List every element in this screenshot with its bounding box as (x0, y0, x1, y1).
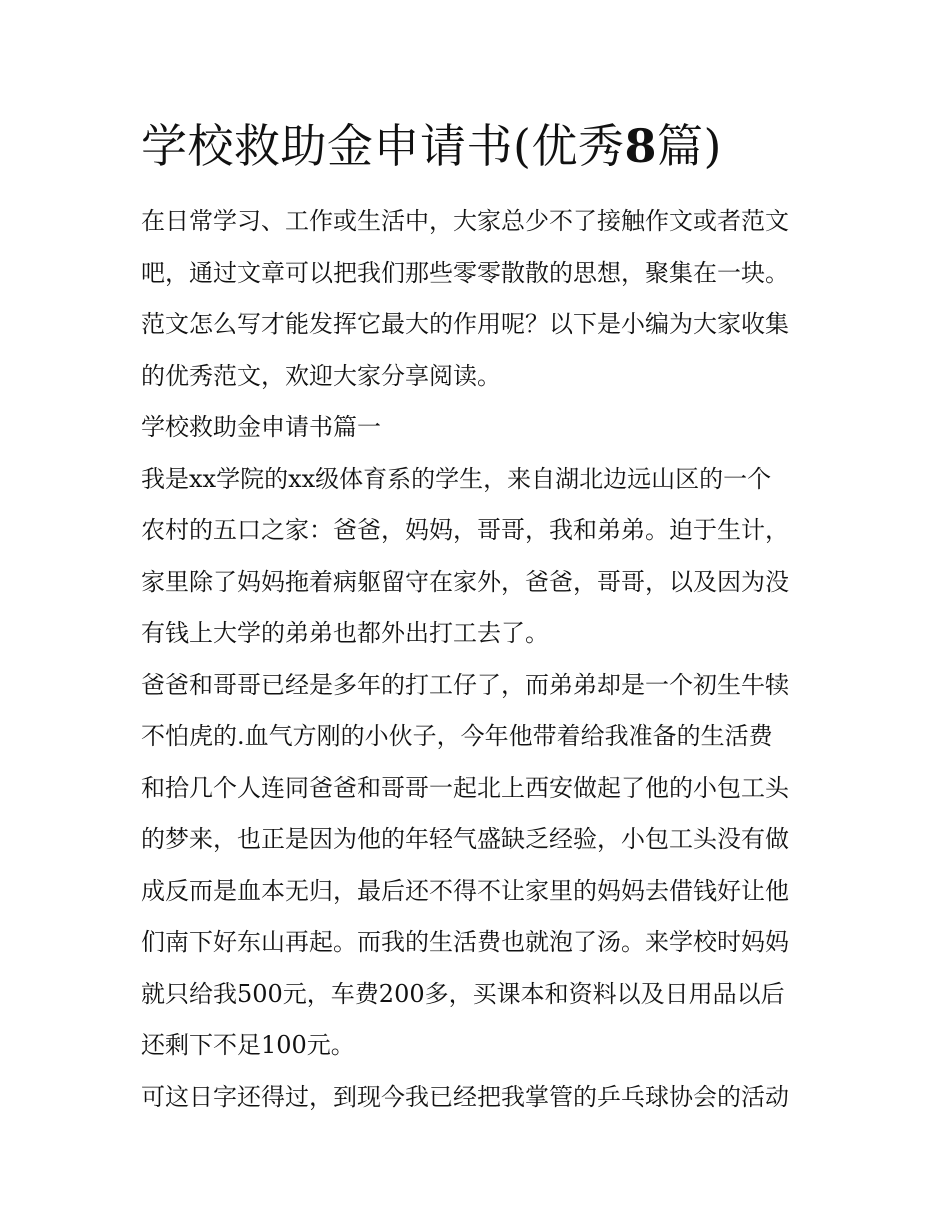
body-line: 的梦来，也正是因为他的年轻气盛缺乏经验，小包工头没有做 (141, 825, 789, 853)
body-line: 范文怎么写才能发挥它最大的作用呢？以下是小编为大家收集 (141, 310, 789, 338)
body-line: 我是xx学院的xx级体育系的学生，来自湖北边远山区的一个 (141, 464, 772, 493)
body-line: 家里除了妈妈拖着病躯留守在家外，爸爸，哥哥，以及因为没 (141, 567, 789, 596)
document-body (141, 196, 831, 1123)
body-line: 不怕虎的.血气方刚的小伙子，今年他带着给我准备的生活费 (141, 722, 773, 750)
body-line: 还剩下不足100元。 (141, 1031, 355, 1059)
body-line: 和拾几个人连同爸爸和哥哥一起北上西安做起了他的小包工头 (141, 773, 789, 802)
body-line: 就只给我500元，车费200多，买课本和资料以及日用品以后 (141, 979, 785, 1008)
section-heading: 学校救助金申请书篇一 (141, 413, 381, 441)
body-line: 爸爸和哥哥已经是多年的打工仔了，而弟弟却是一个初生牛犊 (141, 670, 789, 699)
body-line: 有钱上大学的弟弟也都外出打工去了。 (141, 619, 549, 647)
document-title (141, 112, 841, 180)
body-line: 们南下好东山再起。而我的生活费也就泡了汤。来学校时妈妈 (141, 928, 789, 956)
body-line: 在日常学习、工作或生活中，大家总少不了接触作文或者范文 (141, 207, 789, 235)
body-line: 可这日字还得过，到现今我已经把我掌管的乒乓球协会的活动 (141, 1082, 789, 1111)
body-line: 成反而是血本无归，最后还不得不让家里的妈妈去借钱好让他 (141, 876, 789, 905)
body-line: 农村的五口之家：爸爸，妈妈，哥哥，我和弟弟。迫于生计， (141, 516, 789, 544)
title-main-text: 学校救助金申请书(优秀 (141, 119, 625, 173)
title-number: 8 (624, 119, 657, 173)
body-line: 吧，通过文章可以把我们那些零零散散的思想，聚集在一块。 (141, 258, 789, 287)
title-end-text: 篇) (656, 119, 722, 173)
body-line: 的优秀范文，欢迎大家分享阅读。 (141, 361, 501, 390)
